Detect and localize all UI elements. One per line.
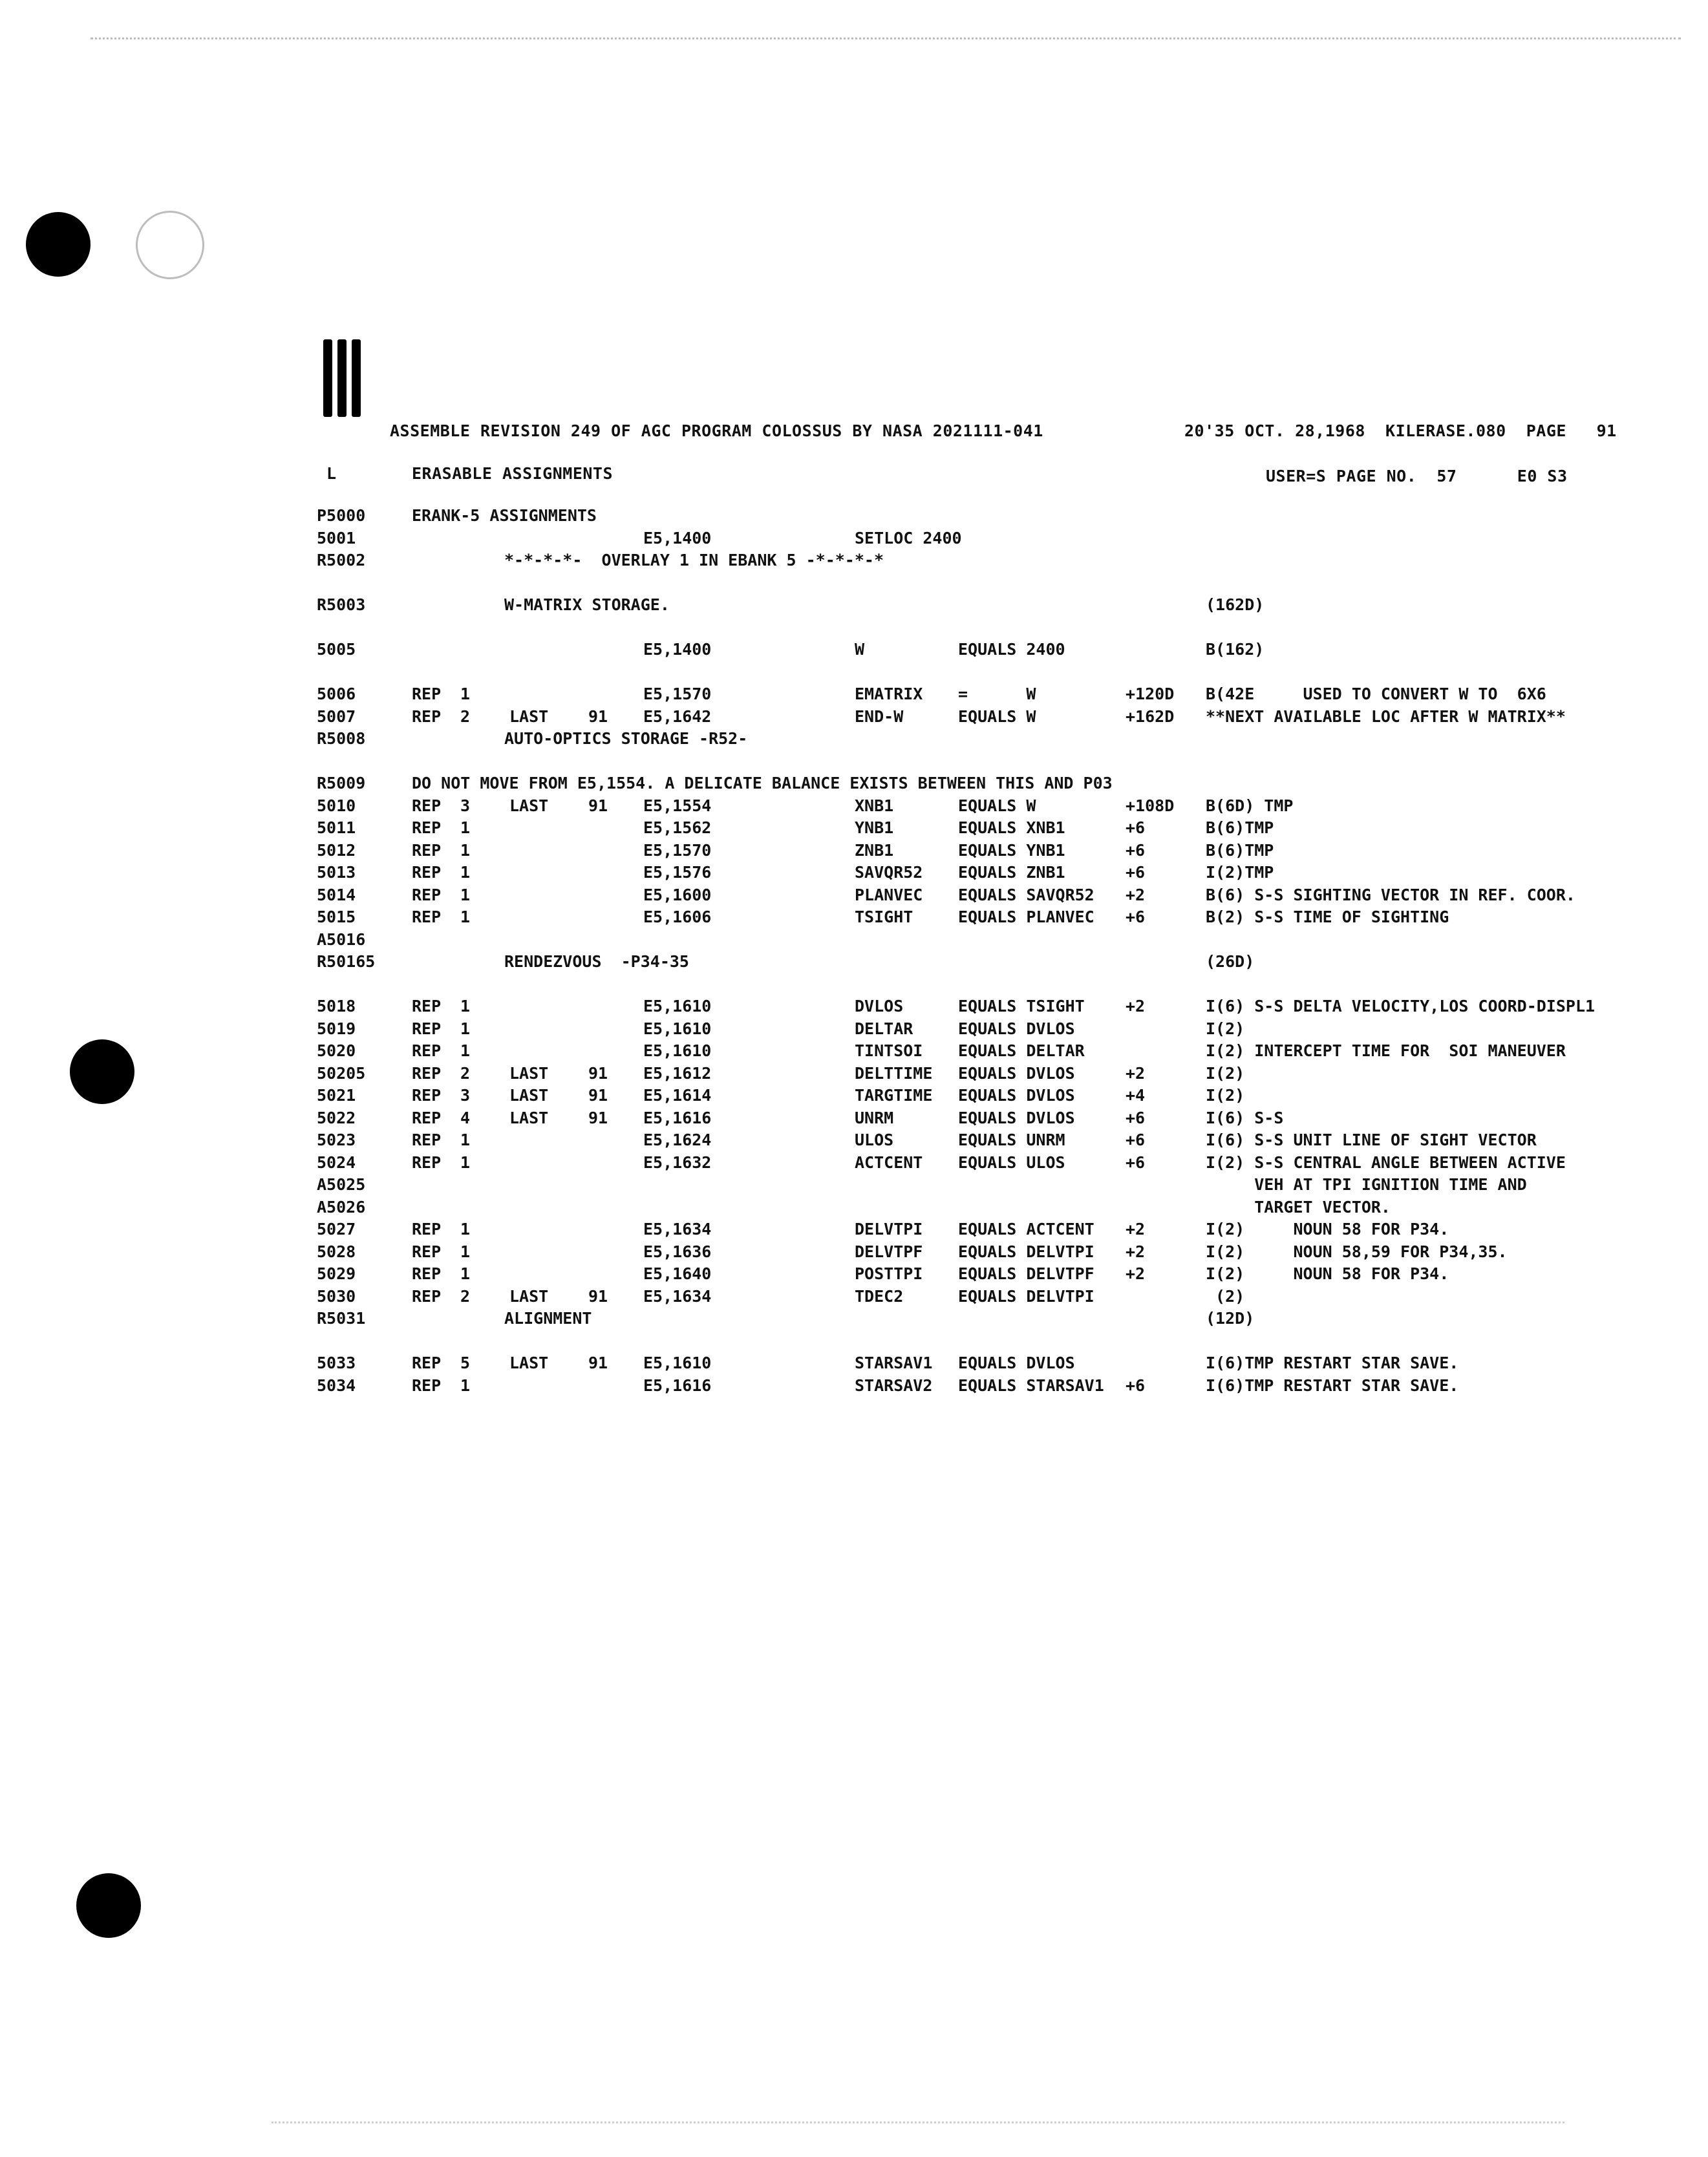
ebank-address: E5,1614 <box>643 1086 712 1105</box>
rep-keyword: REP <box>412 685 442 703</box>
symbol-name: TARGTIME <box>855 1086 933 1105</box>
listing-row <box>317 640 1687 663</box>
equals-operand: = W <box>958 685 1036 703</box>
rep-count: 1 <box>460 685 471 703</box>
rep-keyword: REP <box>412 818 442 837</box>
line-number: R5009 <box>317 774 366 792</box>
listing-row <box>317 818 1687 841</box>
rep-keyword: REP <box>412 1376 442 1395</box>
increment: +2 <box>1126 1220 1146 1238</box>
symbol-name: STARSAV2 <box>855 1376 933 1395</box>
comment-text: VEH AT TPI IGNITION TIME AND <box>1206 1175 1527 1194</box>
ebank-address: E5,1636 <box>643 1242 712 1261</box>
listing-row <box>317 997 1687 1019</box>
comment-text: I(6)TMP RESTART STAR SAVE. <box>1206 1376 1459 1395</box>
equals-operand: EQUALS 2400 <box>958 640 1065 659</box>
line-number: 5030 <box>317 1286 356 1306</box>
comment-text: B(6)TMP <box>1206 840 1274 860</box>
listing-row <box>317 1354 1687 1376</box>
listing-row <box>317 908 1687 930</box>
equals-operand: EQUALS YNB1 <box>958 840 1065 860</box>
symbol-name: SETLOC 2400 <box>855 528 962 547</box>
symbol-name: TDEC2 <box>855 1286 904 1306</box>
listing-row <box>317 1287 1687 1310</box>
comment-text: B(6D) TMP <box>1206 796 1294 815</box>
rep-count: 1 <box>460 1131 471 1149</box>
line-number: R5031 <box>317 1309 366 1328</box>
increment: +2 <box>1126 1242 1146 1261</box>
rep-keyword: REP <box>412 885 442 904</box>
line-number: 5019 <box>317 1019 356 1038</box>
symbol-name: ZNB1 <box>855 840 894 860</box>
last-keyword: LAST <box>509 707 549 726</box>
comment-text: I(2) NOUN 58,59 FOR P34,35. <box>1206 1242 1508 1261</box>
ebank-address: E5,1570 <box>643 685 712 703</box>
equals-operand: EQUALS UNRM <box>958 1131 1065 1149</box>
blank-line <box>317 618 1687 641</box>
ebank-address: E5,1610 <box>643 1041 712 1060</box>
increment: +2 <box>1126 997 1146 1015</box>
block-title: AUTO-OPTICS STORAGE -R52- <box>504 729 748 748</box>
equals-operand: EQUALS DVLOS <box>958 1108 1075 1127</box>
rep-count: 2 <box>460 707 471 726</box>
ebank-address: E5,1634 <box>643 1220 712 1238</box>
rep-count: 1 <box>460 818 471 837</box>
listing-row <box>317 685 1687 707</box>
listing-row <box>317 1131 1687 1153</box>
equals-operand: EQUALS XNB1 <box>958 818 1065 837</box>
increment: +2 <box>1126 885 1146 904</box>
symbol-name: SAVQR52 <box>855 863 923 882</box>
rep-keyword: REP <box>412 997 442 1015</box>
comment-text: TARGET VECTOR. <box>1206 1197 1391 1217</box>
equals-operand: EQUALS DELTAR <box>958 1041 1085 1060</box>
blank-line <box>317 1332 1687 1354</box>
comment-text: (12D) <box>1206 1309 1255 1328</box>
line-number: 5024 <box>317 1153 356 1172</box>
line-number: 5028 <box>317 1242 356 1261</box>
equals-operand: EQUALS ULOS <box>958 1153 1065 1172</box>
line-number: A5026 <box>317 1197 366 1217</box>
ebank-address: E5,1640 <box>643 1264 712 1283</box>
rep-keyword: REP <box>412 1242 442 1261</box>
symbol-name: EMATRIX <box>855 685 923 703</box>
line-number: A5016 <box>317 930 366 949</box>
comment-text: I(2) <box>1206 1063 1245 1083</box>
increment: +6 <box>1126 840 1146 860</box>
blank-line <box>317 752 1687 774</box>
punch-hole-top <box>26 212 91 277</box>
listing-row <box>317 1376 1687 1399</box>
ebank-address: E5,1600 <box>643 885 712 904</box>
last-keyword: LAST <box>509 1108 549 1127</box>
rep-count: 1 <box>460 1153 471 1172</box>
listing-row <box>317 1153 1687 1176</box>
rep-keyword: REP <box>412 908 442 926</box>
rep-count: 1 <box>460 885 471 904</box>
comment-text: I(2)TMP <box>1206 863 1274 882</box>
rep-count: 1 <box>460 1376 471 1395</box>
comment-text: I(2) NOUN 58 FOR P34. <box>1206 1264 1449 1283</box>
rep-keyword: REP <box>412 1041 442 1060</box>
equals-operand: EQUALS DELVTPF <box>958 1264 1094 1283</box>
comment-text: B(6)TMP <box>1206 818 1274 837</box>
line-number: 5015 <box>317 908 356 926</box>
rep-keyword: REP <box>412 863 442 882</box>
header-marker: L <box>326 464 337 483</box>
increment: +6 <box>1126 818 1146 837</box>
line-number: 5020 <box>317 1041 356 1060</box>
blank-line <box>317 975 1687 997</box>
punch-hole-bottom <box>76 1873 141 1938</box>
last-keyword: LAST <box>509 1063 549 1083</box>
blank-line <box>317 573 1687 596</box>
line-number: 5012 <box>317 840 356 860</box>
rep-keyword: REP <box>412 1286 442 1306</box>
block-title: *-*-*-*- OVERLAY 1 IN EBANK 5 -*-*-*-* <box>504 551 884 569</box>
comment-text: B(2) S-S TIME OF SIGHTING <box>1206 908 1449 926</box>
symbol-name: TINTSOI <box>855 1041 923 1060</box>
listing-row <box>317 1242 1687 1265</box>
last-keyword: LAST <box>509 796 549 815</box>
ebank-address: E5,1632 <box>643 1153 712 1172</box>
line-number: 5022 <box>317 1108 356 1127</box>
assembly-listing <box>317 506 1687 1398</box>
equals-operand: EQUALS STARSAV1 <box>958 1376 1104 1395</box>
line-number: 5007 <box>317 707 356 726</box>
comment-text: (2) <box>1206 1286 1245 1306</box>
equals-operand: EQUALS DELVTPI <box>958 1242 1094 1261</box>
line-number: P5000 <box>317 506 366 525</box>
symbol-name: POSTTPI <box>855 1264 923 1283</box>
last-value: 91 <box>588 1063 608 1083</box>
ebank-address: E5,1610 <box>643 1354 712 1372</box>
comment-text: B(42E USED TO CONVERT W TO 6X6 <box>1206 685 1546 703</box>
equals-operand: EQUALS TSIGHT <box>958 997 1085 1015</box>
symbol-name: DVLOS <box>855 997 904 1015</box>
increment: +6 <box>1126 1376 1146 1395</box>
last-value: 91 <box>588 1108 608 1127</box>
comment-text: I(2) INTERCEPT TIME FOR SOI MANEUVER <box>1206 1041 1566 1060</box>
rep-keyword: REP <box>412 1354 442 1372</box>
last-keyword: LAST <box>509 1086 549 1105</box>
increment: +2 <box>1126 1063 1146 1083</box>
comment-text: I(6)TMP RESTART STAR SAVE. <box>1206 1354 1459 1372</box>
last-value: 91 <box>588 707 608 726</box>
symbol-name: YNB1 <box>855 818 894 837</box>
increment: +6 <box>1126 1131 1146 1149</box>
last-value: 91 <box>588 1354 608 1372</box>
ebank-address: E5,1606 <box>643 908 712 926</box>
listing-row <box>317 863 1687 886</box>
last-value: 91 <box>588 1086 608 1105</box>
ebank-address: E5,1554 <box>643 796 712 815</box>
rep-keyword: REP <box>412 1153 442 1172</box>
rep-count: 5 <box>460 1354 471 1372</box>
rep-keyword: REP <box>412 840 442 860</box>
ebank-address: E5,1616 <box>643 1108 712 1127</box>
line-number: 5013 <box>317 863 356 882</box>
rep-keyword: REP <box>412 1264 442 1283</box>
symbol-name: DELTAR <box>855 1019 913 1038</box>
listing-row <box>317 1019 1687 1042</box>
line-number: 5034 <box>317 1376 356 1395</box>
line-number: 5023 <box>317 1131 356 1149</box>
line-number: 5021 <box>317 1086 356 1105</box>
listing-row <box>317 506 1687 529</box>
listing-row <box>317 930 1687 953</box>
scan-noise-line-bottom <box>272 2121 1564 2123</box>
increment: +4 <box>1126 1086 1146 1105</box>
equals-operand: EQUALS ACTCENT <box>958 1220 1094 1238</box>
punch-hole-middle <box>70 1039 134 1104</box>
comment-text: (26D) <box>1206 952 1255 971</box>
comment-text: **NEXT AVAILABLE LOC AFTER W MATRIX** <box>1206 707 1566 726</box>
listing-row <box>317 1198 1687 1220</box>
line-number: 5018 <box>317 997 356 1015</box>
ebank-address: E5,1624 <box>643 1131 712 1149</box>
block-title: ALIGNMENT <box>504 1309 592 1328</box>
ebank-address: E5,1642 <box>643 707 712 726</box>
rep-keyword: REP <box>412 1019 442 1038</box>
symbol-name: ACTCENT <box>855 1153 923 1172</box>
ebank-address: E5,1610 <box>643 1019 712 1038</box>
scan-noise-line-top <box>91 37 1681 39</box>
comment-text: I(6) S-S UNIT LINE OF SIGHT VECTOR <box>1206 1131 1537 1149</box>
line-number: 5001 <box>317 528 356 547</box>
rep-keyword: REP <box>412 707 442 726</box>
line-number: 5014 <box>317 885 356 904</box>
ebank-address: E5,1562 <box>643 818 712 837</box>
listing-row <box>317 1264 1687 1287</box>
line-number: 5006 <box>317 685 356 703</box>
symbol-name: DELVTPI <box>855 1220 923 1238</box>
comment-text: I(2) <box>1206 1019 1245 1038</box>
listing-row <box>317 952 1687 975</box>
increment: +6 <box>1126 1108 1146 1127</box>
ebank-address: E5,1570 <box>643 840 712 860</box>
symbol-name: UNRM <box>855 1108 894 1127</box>
listing-row <box>317 707 1687 730</box>
rep-count: 1 <box>460 840 471 860</box>
listing-row <box>317 1175 1687 1198</box>
rep-count: 2 <box>460 1063 471 1083</box>
symbol-name: ULOS <box>855 1131 894 1149</box>
equals-operand: EQUALS W <box>958 707 1036 726</box>
rep-count: 1 <box>460 908 471 926</box>
listing-row <box>317 886 1687 908</box>
comment-text: I(2) NOUN 58 FOR P34. <box>1206 1220 1449 1238</box>
line-number: 5033 <box>317 1354 356 1372</box>
symbol-name: XNB1 <box>855 796 894 815</box>
equals-operand: EQUALS SAVQR52 <box>958 885 1094 904</box>
line-number: R50165 <box>317 952 376 971</box>
listing-row <box>317 729 1687 752</box>
listing-row <box>317 1041 1687 1064</box>
increment: +108D <box>1126 796 1175 815</box>
comment-text: B(162) <box>1206 640 1265 659</box>
increment: +2 <box>1126 1264 1146 1283</box>
equals-operand: EQUALS DVLOS <box>958 1019 1075 1038</box>
listing-row <box>317 1309 1687 1332</box>
rep-keyword: REP <box>412 1220 442 1238</box>
equals-operand: EQUALS DVLOS <box>958 1086 1075 1105</box>
ebank-address: E5,1610 <box>643 997 712 1015</box>
rep-count: 1 <box>460 1242 471 1261</box>
equals-operand: EQUALS PLANVEC <box>958 908 1094 926</box>
last-keyword: LAST <box>509 1354 549 1372</box>
equals-operand: EQUALS DVLOS <box>958 1354 1075 1372</box>
ebank-address: E5,1612 <box>643 1063 712 1083</box>
increment: +120D <box>1126 685 1175 703</box>
rep-count: 1 <box>460 863 471 882</box>
rep-keyword: REP <box>412 1086 442 1105</box>
symbol-name: PLANVEC <box>855 885 923 904</box>
comment-text: I(2) S-S CENTRAL ANGLE BETWEEN ACTIVE <box>1206 1153 1566 1172</box>
remark-text: DO NOT MOVE FROM E5,1554. A DELICATE BALANCE EXISTS BETWEEN THIS AND P03 <box>412 774 1113 792</box>
symbol-name: END-W <box>855 707 904 726</box>
printer-bar-mark <box>323 339 368 423</box>
last-keyword: LAST <box>509 1286 549 1306</box>
rep-count: 3 <box>460 1086 471 1105</box>
symbol-name: DELVTPF <box>855 1242 923 1261</box>
equals-operand: EQUALS DELVTPI <box>958 1286 1094 1306</box>
rep-count: 2 <box>460 1286 471 1306</box>
blank-line <box>317 663 1687 685</box>
listing-row <box>317 774 1687 796</box>
rep-count: 4 <box>460 1108 471 1127</box>
user-page-info: USER=S PAGE NO. 57 E0 S3 <box>1266 467 1568 485</box>
listing-row <box>317 1086 1687 1109</box>
remark-text: ERANK-5 ASSIGNMENTS <box>412 506 597 525</box>
header-title-line: ASSEMBLE REVISION 249 OF AGC PROGRAM COLOSSUS BY NASA 2021111-041 <box>390 421 1043 440</box>
rep-keyword: REP <box>412 796 442 815</box>
symbol-name: TSIGHT <box>855 908 913 926</box>
line-number: 50205 <box>317 1063 366 1083</box>
equals-operand: EQUALS DVLOS <box>958 1063 1075 1083</box>
comment-text: (162D) <box>1206 595 1265 614</box>
rep-count: 1 <box>460 997 471 1015</box>
line-number: R5003 <box>317 595 366 614</box>
rep-count: 1 <box>460 1019 471 1038</box>
equals-operand: EQUALS W <box>958 796 1036 815</box>
line-number: R5002 <box>317 551 366 569</box>
listing-row <box>317 1220 1687 1242</box>
increment: +6 <box>1126 908 1146 926</box>
last-value: 91 <box>588 796 608 815</box>
increment: +162D <box>1126 707 1175 726</box>
header-date-page: 20'35 OCT. 28,1968 KILERASE.080 PAGE 91 <box>1184 421 1617 440</box>
block-title: W-MATRIX STORAGE. <box>504 595 670 614</box>
rep-keyword: REP <box>412 1108 442 1127</box>
ebank-address: E5,1400 <box>643 640 712 659</box>
rep-keyword: REP <box>412 1063 442 1083</box>
comment-text: I(6) S-S <box>1206 1108 1284 1127</box>
line-number: 5010 <box>317 796 356 815</box>
line-number: 5005 <box>317 640 356 659</box>
listing-row <box>317 1109 1687 1131</box>
rep-keyword: REP <box>412 1131 442 1149</box>
increment: +6 <box>1126 1153 1146 1172</box>
line-number: 5029 <box>317 1264 356 1283</box>
last-value: 91 <box>588 1286 608 1306</box>
ebank-address: E5,1400 <box>643 528 712 547</box>
symbol-name: DELTTIME <box>855 1063 933 1083</box>
rep-count: 3 <box>460 796 471 815</box>
symbol-name: W <box>855 640 865 659</box>
line-number: 5011 <box>317 818 356 837</box>
symbol-name: STARSAV1 <box>855 1354 933 1372</box>
rep-count: 1 <box>460 1041 471 1060</box>
line-number: A5025 <box>317 1175 366 1194</box>
rep-count: 1 <box>460 1264 471 1283</box>
listing-row <box>317 841 1687 864</box>
punch-hole-ring <box>136 211 204 279</box>
section-title: ERASABLE ASSIGNMENTS <box>412 464 614 483</box>
listing-row <box>317 529 1687 551</box>
listing-row <box>317 595 1687 618</box>
line-number: 5027 <box>317 1220 356 1238</box>
increment: +6 <box>1126 863 1146 882</box>
ebank-address: E5,1634 <box>643 1286 712 1306</box>
block-title: RENDEZVOUS -P34-35 <box>504 952 689 971</box>
rep-count: 1 <box>460 1220 471 1238</box>
ebank-address: E5,1576 <box>643 863 712 882</box>
listing-row <box>317 551 1687 573</box>
line-number: R5008 <box>317 729 366 748</box>
listing-row <box>317 1064 1687 1087</box>
ebank-address: E5,1616 <box>643 1376 712 1395</box>
comment-text: B(6) S-S SIGHTING VECTOR IN REF. COOR. <box>1206 885 1575 904</box>
equals-operand: EQUALS ZNB1 <box>958 863 1065 882</box>
comment-text: I(6) S-S DELTA VELOCITY,LOS COORD-DISPL1 <box>1206 997 1596 1015</box>
listing-row <box>317 796 1687 819</box>
comment-text: I(2) <box>1206 1086 1245 1105</box>
